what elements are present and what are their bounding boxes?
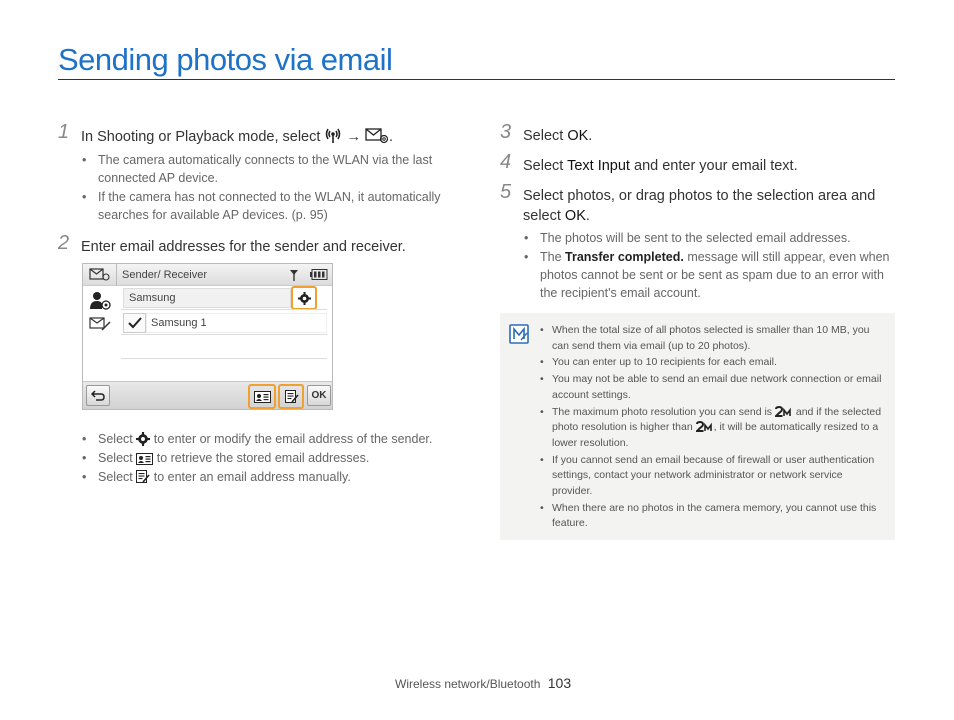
- resolution-2m-icon: [775, 406, 793, 418]
- check-icon: [128, 317, 142, 329]
- antenna-icon: [289, 269, 299, 281]
- step-2: [58, 232, 458, 257]
- step-3-end: .: [588, 128, 593, 144]
- back-button[interactable]: [86, 385, 110, 406]
- back-icon: [91, 390, 105, 401]
- row-divider: [121, 358, 327, 359]
- bullet-text: Select: [98, 451, 133, 465]
- step-1-text: In Shooting or Playback mode, select: [81, 129, 321, 145]
- note-box: [500, 313, 895, 540]
- list-item: [81, 468, 478, 486]
- email-icon: [365, 126, 389, 144]
- list-item: [523, 248, 895, 302]
- receiver-icon: [89, 317, 111, 331]
- bullet-text: Select: [98, 432, 133, 446]
- edit-icon: [285, 390, 299, 404]
- bullet-text: to enter an email address manually.: [153, 470, 351, 484]
- step-5-end: .: [585, 208, 590, 224]
- step-number: 4: [500, 151, 512, 173]
- list-item: • When the total size of all photos selected is smaller than 10 MB, you can send them via email (up to 20 photos).: [540, 323, 885, 354]
- list-item: [540, 405, 885, 452]
- select-bullets: [58, 430, 478, 487]
- note-list: [540, 323, 885, 533]
- list-item: • The photos will be sent to the selected email addresses.: [523, 229, 895, 247]
- step-4-text: Select: [523, 158, 564, 174]
- list-item: • You may not be able to send an email due network connection or email account settings.: [540, 372, 885, 403]
- address-book-icon: [136, 453, 153, 465]
- receiver-field[interactable]: [146, 313, 327, 333]
- sender-value: Samsung: [129, 292, 176, 304]
- address-book-button[interactable]: [248, 384, 276, 409]
- list-item: • When there are no photos in the camera memory, you cannot use this feature.: [540, 501, 885, 532]
- step-number: 2: [58, 232, 70, 254]
- bullet-text: message will still appear, even when photos cannot be sent or be sent as spam due to an error with the recipient's email account.: [540, 250, 890, 300]
- sender-icon: [90, 291, 112, 311]
- row-divider: [121, 309, 327, 310]
- step-1-end: .: [388, 129, 394, 145]
- edit-icon: [136, 470, 150, 484]
- text-input-button[interactable]: [278, 384, 304, 409]
- ok-keyword: OK: [564, 208, 586, 224]
- sender-settings-button[interactable]: [291, 286, 317, 310]
- email-icon: [89, 267, 111, 282]
- bullet-text: to enter or modify the email address of the sender.: [153, 432, 433, 446]
- page-number: 103: [547, 675, 572, 691]
- header-divider: [116, 264, 117, 286]
- footer-section: Wireless network/Bluetooth: [395, 677, 541, 691]
- list-item: • The camera automatically connects to the WLAN via the last connected AP device.: [81, 151, 458, 187]
- step-4: [500, 151, 895, 176]
- step-5-bullets: [500, 229, 895, 302]
- right-column: [500, 121, 895, 303]
- gear-icon: [298, 292, 311, 305]
- step-5: [500, 181, 895, 226]
- step-number: 3: [500, 121, 512, 143]
- bullet-text: The maximum photo resolution you can send is: [552, 405, 773, 418]
- bullet-text: to retrieve the stored email addresses.: [156, 451, 370, 465]
- text-input-keyword: Text Input: [567, 158, 630, 174]
- step-1-bullets: [58, 151, 458, 224]
- step-1: [58, 121, 458, 147]
- page-title: Sending photos via email: [58, 42, 393, 77]
- transfer-completed-keyword: Transfer completed.: [565, 250, 684, 264]
- left-column: [58, 121, 458, 257]
- step-3: [500, 121, 895, 146]
- receiver-value: Samsung 1: [151, 317, 207, 329]
- screen-header: [83, 264, 332, 286]
- bullet-text: Select: [98, 470, 133, 484]
- list-item: [81, 449, 478, 467]
- list-item: • If the camera has not connected to the WLAN, it automatically searches for available AP devices. (p. 95): [81, 188, 458, 224]
- title-divider: [58, 79, 895, 80]
- list-item: • You can enter up to 10 recipients for each email.: [540, 355, 885, 371]
- step-3-text: Select: [523, 128, 564, 144]
- gear-icon: [136, 432, 150, 446]
- sender-field[interactable]: [123, 288, 291, 308]
- step-number: 1: [58, 121, 70, 143]
- row-divider: [121, 334, 327, 335]
- step-5-text: Select photos, or drag photos to the selection area and select: [523, 188, 876, 224]
- receiver-checkbox[interactable]: [123, 313, 146, 333]
- list-item: [81, 430, 478, 448]
- list-item: • If you cannot send an email because of firewall or user authentication settings, contact your network administrator or network service provider.: [540, 453, 885, 500]
- note-icon: [509, 324, 529, 344]
- screen-header-title: Sender/ Receiver: [122, 269, 207, 281]
- wireless-icon: [324, 126, 342, 144]
- step-2-text: Enter email addresses for the sender and receiver.: [81, 239, 406, 255]
- bullet-text: , it will be automatically resized to a lower resolution.: [552, 421, 879, 449]
- step-4-end: and enter your email text.: [634, 158, 798, 174]
- camera-screen: [82, 263, 333, 410]
- battery-icon: [310, 269, 328, 280]
- ok-keyword: OK: [567, 128, 589, 144]
- arrow: →: [346, 129, 361, 145]
- ok-button[interactable]: OK: [307, 385, 331, 406]
- page-footer: [395, 675, 571, 691]
- step-number: 5: [500, 181, 512, 203]
- address-book-icon: [254, 391, 271, 403]
- resolution-2m-icon: [696, 421, 714, 433]
- bullet-text: The: [540, 250, 562, 264]
- bullet-text: and if the selected photo resolution is higher than: [552, 405, 882, 434]
